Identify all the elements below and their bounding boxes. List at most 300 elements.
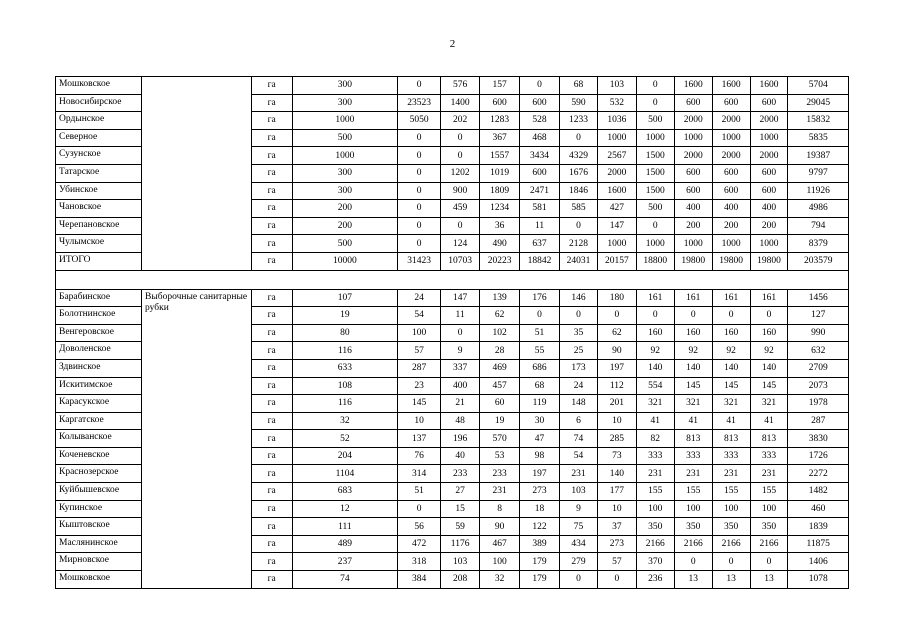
value-cell: 28	[480, 342, 520, 360]
value-cell: 1233	[560, 112, 598, 130]
value-cell: 4329	[560, 147, 598, 165]
value-cell: 300	[292, 77, 398, 95]
value-cell: 21	[441, 395, 480, 413]
value-cell: 200	[750, 217, 788, 235]
value-cell: 148	[560, 395, 598, 413]
value-cell: 1500	[636, 147, 674, 165]
value-cell: 27	[441, 483, 480, 501]
value-cell: 0	[398, 77, 441, 95]
value-cell: 140	[636, 359, 674, 377]
value-cell: 337	[441, 359, 480, 377]
value-cell: 2000	[712, 147, 750, 165]
value-cell: 5050	[398, 112, 441, 130]
value-cell: 203579	[788, 252, 849, 270]
value-cell: 202	[441, 112, 480, 130]
value-cell: 108	[292, 377, 398, 395]
value-cell: 41	[750, 412, 788, 430]
value-cell: 161	[674, 289, 712, 307]
value-cell: 74	[292, 571, 398, 589]
unit-cell: га	[251, 571, 292, 589]
value-cell: 318	[398, 553, 441, 571]
value-cell: 4986	[788, 200, 849, 218]
value-cell: 2272	[788, 465, 849, 483]
value-cell: 76	[398, 447, 441, 465]
value-cell: 231	[750, 465, 788, 483]
value-cell: 600	[750, 164, 788, 182]
value-cell: 1600	[597, 182, 636, 200]
value-cell: 122	[520, 518, 560, 536]
value-cell: 400	[441, 377, 480, 395]
forestry-table	[55, 76, 849, 589]
value-cell: 8	[480, 500, 520, 518]
value-cell: 8379	[788, 235, 849, 253]
value-cell: 140	[712, 359, 750, 377]
page-number: 2	[449, 38, 456, 50]
value-cell: 197	[520, 465, 560, 483]
value-cell: 287	[398, 359, 441, 377]
value-cell: 1104	[292, 465, 398, 483]
value-cell: 1500	[636, 182, 674, 200]
forestry-name: Купинское	[56, 500, 142, 518]
value-cell: 1600	[750, 77, 788, 95]
value-cell: 457	[480, 377, 520, 395]
forestry-name: Черепановское	[56, 217, 142, 235]
value-cell: 1600	[674, 77, 712, 95]
value-cell: 1000	[292, 147, 398, 165]
value-cell: 1809	[480, 182, 520, 200]
value-cell: 1482	[788, 483, 849, 501]
value-cell: 32	[480, 571, 520, 589]
value-cell: 9	[441, 342, 480, 360]
value-cell: 23	[398, 377, 441, 395]
value-cell: 500	[292, 235, 398, 253]
value-cell: 637	[520, 235, 560, 253]
value-cell: 161	[750, 289, 788, 307]
value-cell: 36	[480, 217, 520, 235]
forestry-name: Каргатское	[56, 412, 142, 430]
value-cell: 200	[292, 217, 398, 235]
forestry-name: Доволенское	[56, 342, 142, 360]
forestry-name: Мошковское	[56, 571, 142, 589]
value-cell: 1000	[292, 112, 398, 130]
value-cell: 11	[441, 307, 480, 325]
value-cell: 173	[560, 359, 598, 377]
value-cell: 0	[560, 129, 598, 147]
forestry-name: Искитимское	[56, 377, 142, 395]
value-cell: 1456	[788, 289, 849, 307]
value-cell: 19800	[750, 252, 788, 270]
value-cell: 813	[712, 430, 750, 448]
value-cell: 57	[597, 553, 636, 571]
value-cell: 147	[441, 289, 480, 307]
forestry-name: Убинское	[56, 182, 142, 200]
value-cell: 0	[398, 200, 441, 218]
value-cell: 0	[636, 77, 674, 95]
value-cell: 196	[441, 430, 480, 448]
value-cell: 160	[750, 324, 788, 342]
value-cell: 794	[788, 217, 849, 235]
unit-cell: га	[251, 430, 292, 448]
value-cell: 11	[520, 217, 560, 235]
value-cell: 0	[441, 217, 480, 235]
value-cell: 576	[441, 77, 480, 95]
value-cell: 55	[520, 342, 560, 360]
value-cell: 2166	[712, 535, 750, 553]
value-cell: 59	[441, 518, 480, 536]
value-cell: 92	[750, 342, 788, 360]
forestry-name: Сузунское	[56, 147, 142, 165]
value-cell: 140	[597, 465, 636, 483]
value-cell: 161	[712, 289, 750, 307]
unit-cell: га	[251, 77, 292, 95]
value-cell: 13	[674, 571, 712, 589]
value-cell: 500	[636, 200, 674, 218]
value-cell: 48	[441, 412, 480, 430]
value-cell: 1019	[480, 164, 520, 182]
value-cell: 0	[398, 147, 441, 165]
unit-cell: га	[251, 147, 292, 165]
unit-cell: га	[251, 553, 292, 571]
value-cell: 0	[636, 307, 674, 325]
value-cell: 2128	[560, 235, 598, 253]
value-cell: 1000	[597, 129, 636, 147]
value-cell: 177	[597, 483, 636, 501]
value-cell: 0	[636, 94, 674, 112]
value-cell: 204	[292, 447, 398, 465]
value-cell: 35	[560, 324, 598, 342]
unit-cell: га	[251, 324, 292, 342]
value-cell: 231	[560, 465, 598, 483]
value-cell: 0	[441, 147, 480, 165]
value-cell: 103	[560, 483, 598, 501]
value-cell: 600	[750, 182, 788, 200]
forestry-name: ИТОГО	[56, 252, 142, 270]
value-cell: 23523	[398, 94, 441, 112]
value-cell: 179	[520, 571, 560, 589]
value-cell: 1000	[712, 129, 750, 147]
value-cell: 3434	[520, 147, 560, 165]
value-cell: 10	[597, 500, 636, 518]
value-cell: 82	[636, 430, 674, 448]
value-cell: 460	[788, 500, 849, 518]
value-cell: 137	[398, 430, 441, 448]
value-cell: 145	[750, 377, 788, 395]
value-cell: 350	[636, 518, 674, 536]
table-row	[56, 289, 849, 307]
value-cell: 1000	[750, 129, 788, 147]
value-cell: 90	[597, 342, 636, 360]
value-cell: 75	[560, 518, 598, 536]
value-cell: 273	[520, 483, 560, 501]
value-cell: 2000	[750, 147, 788, 165]
value-cell: 333	[636, 447, 674, 465]
value-cell: 51	[398, 483, 441, 501]
value-cell: 103	[441, 553, 480, 571]
value-cell: 3830	[788, 430, 849, 448]
unit-cell: га	[251, 129, 292, 147]
value-cell: 2000	[712, 112, 750, 130]
unit-cell: га	[251, 447, 292, 465]
value-cell: 0	[597, 307, 636, 325]
forestry-name: Новосибирское	[56, 94, 142, 112]
value-cell: 100	[712, 500, 750, 518]
value-cell: 237	[292, 553, 398, 571]
value-cell: 2471	[520, 182, 560, 200]
work-type: Выборочные санитарные рубки	[142, 289, 252, 588]
value-cell: 102	[480, 324, 520, 342]
value-cell: 1839	[788, 518, 849, 536]
value-cell: 300	[292, 182, 398, 200]
value-cell: 489	[292, 535, 398, 553]
value-cell: 47	[520, 430, 560, 448]
value-cell: 333	[750, 447, 788, 465]
forestry-name: Северное	[56, 129, 142, 147]
value-cell: 389	[520, 535, 560, 553]
value-cell: 468	[520, 129, 560, 147]
value-cell: 0	[398, 217, 441, 235]
value-cell: 632	[788, 342, 849, 360]
unit-cell: га	[251, 395, 292, 413]
value-cell: 1202	[441, 164, 480, 182]
value-cell: 180	[597, 289, 636, 307]
value-cell: 24	[560, 377, 598, 395]
value-cell: 100	[750, 500, 788, 518]
forestry-name: Татарское	[56, 164, 142, 182]
value-cell: 600	[712, 164, 750, 182]
value-cell: 400	[750, 200, 788, 218]
value-cell: 200	[712, 217, 750, 235]
value-cell: 100	[636, 500, 674, 518]
value-cell: 2709	[788, 359, 849, 377]
value-cell: 1978	[788, 395, 849, 413]
value-cell: 2000	[674, 147, 712, 165]
value-cell: 287	[788, 412, 849, 430]
value-cell: 333	[712, 447, 750, 465]
section-separator	[56, 270, 849, 289]
value-cell: 1500	[636, 164, 674, 182]
value-cell: 400	[712, 200, 750, 218]
value-cell: 53	[480, 447, 520, 465]
value-cell: 500	[292, 129, 398, 147]
unit-cell: га	[251, 412, 292, 430]
value-cell: 139	[480, 289, 520, 307]
value-cell: 1400	[441, 94, 480, 112]
value-cell: 0	[560, 307, 598, 325]
value-cell: 140	[750, 359, 788, 377]
value-cell: 990	[788, 324, 849, 342]
value-cell: 32	[292, 412, 398, 430]
value-cell: 107	[292, 289, 398, 307]
forestry-name: Ордынское	[56, 112, 142, 130]
value-cell: 0	[398, 500, 441, 518]
value-cell: 62	[597, 324, 636, 342]
value-cell: 2166	[636, 535, 674, 553]
value-cell: 145	[674, 377, 712, 395]
unit-cell: га	[251, 342, 292, 360]
forestry-name: Чулымское	[56, 235, 142, 253]
value-cell: 1557	[480, 147, 520, 165]
value-cell: 200	[674, 217, 712, 235]
value-cell: 112	[597, 377, 636, 395]
value-cell: 155	[750, 483, 788, 501]
value-cell: 119	[520, 395, 560, 413]
value-cell: 813	[674, 430, 712, 448]
value-cell: 0	[520, 307, 560, 325]
unit-cell: га	[251, 164, 292, 182]
value-cell: 51	[520, 324, 560, 342]
value-cell: 15	[441, 500, 480, 518]
value-cell: 29045	[788, 94, 849, 112]
value-cell: 367	[480, 129, 520, 147]
value-cell: 2000	[597, 164, 636, 182]
value-cell: 155	[674, 483, 712, 501]
value-cell: 300	[292, 94, 398, 112]
value-cell: 41	[636, 412, 674, 430]
value-cell: 2000	[674, 112, 712, 130]
value-cell: 100	[674, 500, 712, 518]
value-cell: 0	[560, 571, 598, 589]
unit-cell: га	[251, 94, 292, 112]
value-cell: 10	[597, 412, 636, 430]
value-cell: 12	[292, 500, 398, 518]
value-cell: 590	[560, 94, 598, 112]
value-cell: 0	[712, 553, 750, 571]
value-cell: 52	[292, 430, 398, 448]
value-cell: 9	[560, 500, 598, 518]
unit-cell: га	[251, 359, 292, 377]
forestry-name: Краснозерское	[56, 465, 142, 483]
value-cell: 400	[674, 200, 712, 218]
work-type	[142, 77, 252, 271]
value-cell: 54	[398, 307, 441, 325]
value-cell: 31423	[398, 252, 441, 270]
forestry-name: Куйбышевское	[56, 483, 142, 501]
value-cell: 0	[398, 235, 441, 253]
value-cell: 0	[750, 307, 788, 325]
value-cell: 350	[674, 518, 712, 536]
value-cell: 116	[292, 342, 398, 360]
value-cell: 600	[674, 182, 712, 200]
value-cell: 1406	[788, 553, 849, 571]
value-cell: 686	[520, 359, 560, 377]
value-cell: 1600	[712, 77, 750, 95]
value-cell: 279	[560, 553, 598, 571]
value-cell: 155	[636, 483, 674, 501]
value-cell: 236	[636, 571, 674, 589]
value-cell: 19	[480, 412, 520, 430]
value-cell: 98	[520, 447, 560, 465]
value-cell: 350	[712, 518, 750, 536]
value-cell: 231	[480, 483, 520, 501]
value-cell: 1000	[674, 129, 712, 147]
value-cell: 157	[480, 77, 520, 95]
value-cell: 147	[597, 217, 636, 235]
value-cell: 41	[674, 412, 712, 430]
value-cell: 20223	[480, 252, 520, 270]
value-cell: 333	[674, 447, 712, 465]
value-cell: 0	[674, 553, 712, 571]
value-cell: 0	[398, 129, 441, 147]
value-cell: 600	[674, 164, 712, 182]
value-cell: 73	[597, 447, 636, 465]
value-cell: 100	[480, 553, 520, 571]
value-cell: 231	[674, 465, 712, 483]
value-cell: 10	[398, 412, 441, 430]
value-cell: 469	[480, 359, 520, 377]
value-cell: 1176	[441, 535, 480, 553]
value-cell: 54	[560, 447, 598, 465]
forestry-name: Барабинское	[56, 289, 142, 307]
value-cell: 633	[292, 359, 398, 377]
value-cell: 0	[712, 307, 750, 325]
value-cell: 1078	[788, 571, 849, 589]
unit-cell: га	[251, 307, 292, 325]
value-cell: 233	[441, 465, 480, 483]
value-cell: 103	[597, 77, 636, 95]
forestry-name: Кыштовское	[56, 518, 142, 536]
value-cell: 1676	[560, 164, 598, 182]
value-cell: 127	[788, 307, 849, 325]
value-cell: 20157	[597, 252, 636, 270]
value-cell: 24	[398, 289, 441, 307]
value-cell: 208	[441, 571, 480, 589]
value-cell: 0	[750, 553, 788, 571]
value-cell: 683	[292, 483, 398, 501]
value-cell: 472	[398, 535, 441, 553]
value-cell: 19800	[674, 252, 712, 270]
value-cell: 40	[441, 447, 480, 465]
value-cell: 600	[750, 94, 788, 112]
value-cell: 273	[597, 535, 636, 553]
value-cell: 370	[636, 553, 674, 571]
value-cell: 0	[441, 324, 480, 342]
forestry-name: Чановское	[56, 200, 142, 218]
value-cell: 1726	[788, 447, 849, 465]
forestry-name: Карасукское	[56, 395, 142, 413]
value-cell: 581	[520, 200, 560, 218]
value-cell: 37	[597, 518, 636, 536]
value-cell: 10703	[441, 252, 480, 270]
value-cell: 5835	[788, 129, 849, 147]
value-cell: 200	[292, 200, 398, 218]
value-cell: 1283	[480, 112, 520, 130]
value-cell: 62	[480, 307, 520, 325]
value-cell: 1000	[597, 235, 636, 253]
value-cell: 0	[441, 129, 480, 147]
unit-cell: га	[251, 518, 292, 536]
value-cell: 1000	[636, 235, 674, 253]
value-cell: 350	[750, 518, 788, 536]
unit-cell: га	[251, 377, 292, 395]
value-cell: 92	[674, 342, 712, 360]
value-cell: 0	[674, 307, 712, 325]
value-cell: 600	[480, 94, 520, 112]
value-cell: 467	[480, 535, 520, 553]
value-cell: 600	[712, 182, 750, 200]
unit-cell: га	[251, 217, 292, 235]
value-cell: 197	[597, 359, 636, 377]
value-cell: 600	[520, 164, 560, 182]
value-cell: 0	[597, 571, 636, 589]
value-cell: 146	[560, 289, 598, 307]
forestry-name: Болотнинское	[56, 307, 142, 325]
unit-cell: га	[251, 289, 292, 307]
value-cell: 570	[480, 430, 520, 448]
unit-cell: га	[251, 182, 292, 200]
value-cell: 1000	[712, 235, 750, 253]
value-cell: 427	[597, 200, 636, 218]
value-cell: 25	[560, 342, 598, 360]
